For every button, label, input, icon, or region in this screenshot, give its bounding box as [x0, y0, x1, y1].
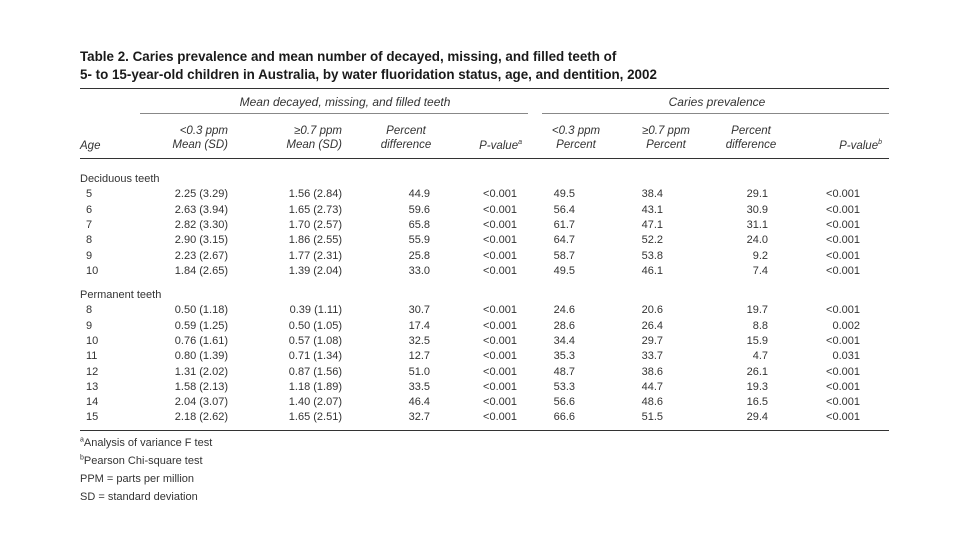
cell-prev-pvalue: 0.002: [832, 319, 860, 332]
cell-prev-pvalue: <0.001: [826, 380, 860, 393]
cell-prev-percent: 4.7: [752, 350, 768, 363]
cell-dmft-pvalue: <0.001: [483, 218, 517, 231]
cell-dmft-low: 1.31 (2.02): [174, 365, 228, 378]
cell-prev-high: 29.7: [641, 334, 663, 347]
cell-dmft-high: 1.70 (2.57): [288, 218, 342, 231]
section-label: Permanent teeth: [80, 289, 162, 301]
cell-prev-percent: 19.3: [746, 380, 768, 393]
column-header-dmft-pvalue: P-value$^a$: [479, 139, 522, 152]
footnote-text: PPM = parts per million: [80, 473, 195, 485]
group-header-dmft: Mean decayed, missing, and filled teeth: [239, 95, 451, 109]
cell-prev-low: 64.7: [553, 234, 575, 247]
cell-dmft-high: 1.65 (2.51): [288, 411, 342, 424]
footnote-text: Pearson Chi-square test: [83, 455, 203, 467]
cell-prev-percent: 31.1: [746, 218, 768, 231]
cell-prev-low: 28.6: [553, 319, 575, 332]
cell-dmft-percent: 17.4: [408, 319, 430, 332]
cell-dmft-pvalue: <0.001: [483, 264, 517, 277]
cell-age: 8: [86, 234, 93, 247]
footnote-text: Analysis of variance F test: [83, 437, 213, 449]
cell-prev-percent: 15.9: [746, 334, 768, 347]
footnote-mark: b: [80, 454, 84, 462]
cell-dmft-high: 0.71 (1.34): [288, 350, 342, 363]
cell-dmft-low: 2.04 (3.07): [174, 396, 228, 409]
table-top-rule: [80, 88, 889, 89]
footnote: [80, 472, 194, 486]
cell-age: 7: [86, 218, 93, 231]
cell-dmft-low: 0.59 (1.25): [174, 319, 228, 332]
group-header-prevalence: Caries prevalence: [668, 95, 766, 109]
cell-dmft-percent: 51.0: [408, 365, 430, 378]
cell-prev-percent: 7.4: [752, 264, 768, 277]
section-label: Deciduous teeth: [80, 173, 160, 185]
cell-prev-low: 61.7: [553, 218, 575, 231]
cell-dmft-low: 2.23 (2.67): [174, 249, 228, 262]
cell-dmft-percent: 32.5: [408, 334, 430, 347]
cell-dmft-pvalue: <0.001: [483, 350, 517, 363]
cell-age: 8: [86, 304, 93, 317]
cell-prev-percent: 29.1: [746, 188, 768, 201]
cell-dmft-high: 0.57 (1.08): [288, 334, 342, 347]
column-header-prev-low: <0.3 ppm Percent: [551, 125, 601, 151]
cell-prev-pvalue: <0.001: [826, 334, 860, 347]
cell-dmft-pvalue: <0.001: [483, 380, 517, 393]
cell-prev-pvalue: <0.001: [826, 411, 860, 424]
cell-prev-percent: 8.8: [752, 319, 768, 332]
cell-age: 9: [86, 319, 93, 332]
cell-dmft-high: 1.65 (2.73): [288, 203, 342, 216]
cell-prev-high: 38.4: [641, 188, 663, 201]
cell-dmft-high: 0.50 (1.05): [288, 319, 342, 332]
cell-dmft-low: 0.50 (1.18): [174, 304, 228, 317]
cell-dmft-high: 0.87 (1.56): [288, 365, 342, 378]
cell-dmft-percent: 30.7: [408, 304, 430, 317]
cell-dmft-low: 1.84 (2.65): [174, 264, 228, 277]
cell-prev-high: 20.6: [641, 304, 663, 317]
cell-prev-low: 58.7: [553, 249, 575, 262]
cell-age: 15: [86, 411, 99, 424]
cell-dmft-percent: 44.9: [408, 188, 430, 201]
cell-dmft-pvalue: <0.001: [483, 396, 517, 409]
cell-prev-low: 56.6: [553, 396, 575, 409]
cell-dmft-high: 1.40 (2.07): [288, 396, 342, 409]
cell-dmft-high: 1.39 (2.04): [288, 264, 342, 277]
table-title: [80, 48, 900, 84]
cell-dmft-pvalue: <0.001: [483, 334, 517, 347]
cell-prev-pvalue: <0.001: [826, 304, 860, 317]
cell-dmft-percent: 33.0: [408, 264, 430, 277]
cell-dmft-high: 1.86 (2.55): [288, 234, 342, 247]
footnote: [80, 490, 198, 504]
cell-dmft-pvalue: <0.001: [483, 365, 517, 378]
column-header-age: Age: [80, 140, 101, 152]
cell-dmft-percent: 25.8: [408, 249, 430, 262]
cell-age: 13: [86, 380, 99, 393]
cell-dmft-pvalue: <0.001: [483, 411, 517, 424]
column-header-dmft-low: <0.3 ppm Mean (SD): [172, 125, 228, 151]
cell-prev-percent: 26.1: [746, 365, 768, 378]
cell-dmft-low: 2.90 (3.15): [174, 234, 228, 247]
cell-prev-high: 33.7: [641, 350, 663, 363]
cell-dmft-pvalue: <0.001: [483, 319, 517, 332]
cell-age: 12: [86, 365, 99, 378]
cell-dmft-low: 2.82 (3.30): [174, 218, 228, 231]
cell-prev-low: 56.4: [553, 203, 575, 216]
cell-prev-high: 46.1: [641, 264, 663, 277]
cell-prev-high: 43.1: [641, 203, 663, 216]
cell-prev-pvalue: <0.001: [826, 188, 860, 201]
table-title-line2: 5- to 15-year-old children in Australia, by water fluoridation status, age, and dentition, 2002: [80, 67, 657, 82]
cell-prev-low: 49.5: [553, 264, 575, 277]
cell-dmft-high: 1.56 (2.84): [288, 188, 342, 201]
group-underline-dmft: [140, 113, 528, 114]
cell-dmft-low: 2.25 (3.29): [174, 188, 228, 201]
cell-prev-percent: 29.4: [746, 411, 768, 424]
group-underline-prevalence: [542, 113, 889, 114]
cell-dmft-percent: 12.7: [408, 350, 430, 363]
cell-dmft-percent: 55.9: [408, 234, 430, 247]
column-header-dmft-high: ≥0.7 ppm Mean (SD): [286, 125, 342, 151]
cell-prev-pvalue: <0.001: [826, 249, 860, 262]
table-title-line1: Table 2. Caries prevalence and mean number of decayed, missing, and filled teeth of: [80, 49, 617, 64]
cell-prev-high: 47.1: [641, 218, 663, 231]
cell-age: 11: [86, 350, 98, 363]
cell-prev-percent: 30.9: [746, 203, 768, 216]
cell-prev-low: 66.6: [553, 411, 575, 424]
cell-prev-pvalue: <0.001: [826, 264, 860, 277]
cell-dmft-low: 2.63 (3.94): [174, 203, 228, 216]
cell-age: 10: [86, 334, 99, 347]
cell-dmft-pvalue: <0.001: [483, 188, 517, 201]
cell-prev-high: 52.2: [641, 234, 663, 247]
cell-dmft-percent: 32.7: [408, 411, 430, 424]
column-header-dmft-percent: Percent difference: [380, 125, 432, 151]
cell-prev-high: 38.6: [641, 365, 663, 378]
cell-dmft-percent: 33.5: [408, 380, 430, 393]
cell-prev-low: 34.4: [553, 334, 575, 347]
cell-prev-percent: 16.5: [746, 396, 768, 409]
footnote-mark: a: [80, 436, 84, 444]
cell-prev-high: 44.7: [641, 380, 663, 393]
cell-age: 9: [86, 249, 93, 262]
column-header-prev-percent: Percent difference: [725, 125, 777, 151]
footnote: [80, 436, 212, 450]
cell-age: 14: [86, 396, 99, 409]
cell-prev-pvalue: 0.031: [832, 350, 860, 363]
cell-prev-pvalue: <0.001: [826, 218, 860, 231]
table-bottom-rule: [80, 430, 889, 431]
cell-prev-high: 48.6: [641, 396, 663, 409]
cell-prev-low: 49.5: [553, 188, 575, 201]
cell-dmft-pvalue: <0.001: [483, 234, 517, 247]
cell-dmft-pvalue: <0.001: [483, 203, 517, 216]
cell-prev-high: 53.8: [641, 249, 663, 262]
cell-prev-pvalue: <0.001: [826, 203, 860, 216]
cell-dmft-low: 2.18 (2.62): [174, 411, 228, 424]
column-header-prev-pvalue: P-value$^b$: [839, 139, 882, 152]
cell-dmft-high: 1.18 (1.89): [288, 380, 342, 393]
cell-prev-high: 51.5: [641, 411, 663, 424]
cell-dmft-high: 0.39 (1.11): [289, 304, 342, 317]
cell-dmft-percent: 59.6: [408, 203, 430, 216]
cell-prev-pvalue: <0.001: [826, 365, 860, 378]
cell-prev-low: 24.6: [553, 304, 575, 317]
cell-dmft-pvalue: <0.001: [483, 304, 517, 317]
cell-prev-percent: 9.2: [752, 249, 768, 262]
cell-dmft-low: 0.80 (1.39): [174, 350, 228, 363]
cell-dmft-high: 1.77 (2.31): [288, 249, 342, 262]
cell-age: 6: [86, 203, 93, 216]
cell-dmft-percent: 65.8: [408, 218, 430, 231]
cell-dmft-low: 1.58 (2.13): [174, 380, 228, 393]
cell-dmft-low: 0.76 (1.61): [174, 334, 228, 347]
footnote: [80, 454, 203, 468]
cell-prev-pvalue: <0.001: [826, 396, 860, 409]
cell-age: 10: [86, 264, 99, 277]
cell-prev-low: 35.3: [553, 350, 575, 363]
cell-dmft-percent: 46.4: [408, 396, 430, 409]
cell-prev-percent: 19.7: [746, 304, 768, 317]
header-bottom-rule: [80, 158, 889, 159]
cell-prev-low: 53.3: [553, 380, 575, 393]
cell-prev-pvalue: <0.001: [826, 234, 860, 247]
cell-age: 5: [86, 188, 93, 201]
cell-prev-high: 26.4: [641, 319, 663, 332]
footnote-text: SD = standard deviation: [80, 491, 198, 503]
column-header-prev-high: ≥0.7 ppm Percent: [642, 125, 690, 151]
cell-dmft-pvalue: <0.001: [483, 249, 517, 262]
cell-prev-percent: 24.0: [746, 234, 768, 247]
cell-prev-low: 48.7: [553, 365, 575, 378]
